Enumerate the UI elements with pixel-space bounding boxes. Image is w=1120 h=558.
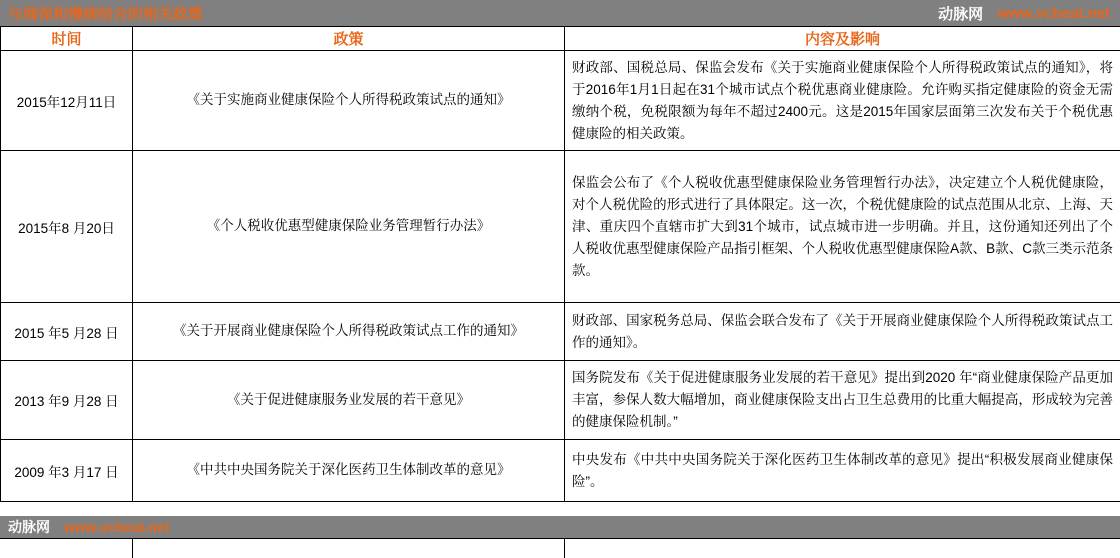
policy-table (0, 26, 1120, 502)
cell-time: 2015 年5 月28 日 (1, 303, 133, 361)
brand-name: 动脉网 (938, 5, 984, 23)
column-header-policy: 政策 (133, 27, 565, 51)
bottom-strip-segment-policy (132, 539, 565, 558)
header-brand (938, 0, 1110, 26)
cell-policy: 《关于开展商业健康保险个人所得税政策试点工作的通知》 (133, 303, 565, 361)
footer-brand-url: www.vcbeat.net (64, 519, 170, 535)
table-row (1, 440, 1120, 502)
table-bottom-strip (0, 538, 1120, 558)
cell-policy: 《关于实施商业健康保险个人所得税政策试点的通知》 (133, 51, 565, 151)
table-row (1, 361, 1120, 440)
cell-time: 2015年12月11日 (1, 51, 133, 151)
table-header-row (1, 27, 1120, 51)
bottom-strip-segment-time (0, 539, 133, 558)
cell-time: 2009 年3 月17 日 (1, 440, 133, 502)
cell-policy: 《个人税收优惠型健康保险业务管理暂行办法》 (133, 151, 565, 303)
cell-desc: 保监会公布了《个人税收优惠型健康保险业务管理暂行办法》，决定建立个人税优健康险，对个人税优险的形式进行了具体限定。这一次，个税优健康险的试点范围从北京、上海、天津、重庆四个直辖市扩大到31个城市，试点城市进一步明确。并且，这份通知还列出了个人税收优惠型健康保险产品指引框架、个人税收优惠型健康保险A款、B款、C款三类示范条款。 (565, 151, 1120, 303)
cell-desc: 财政部、国家税务总局、保监会联合发布了《关于开展商业健康保险个人所得税政策试点工作的通知》。 (565, 303, 1120, 361)
column-header-desc: 内容及影响 (565, 27, 1120, 51)
cell-desc: 财政部、国税总局、保监会发布《关于实施商业健康保险个人所得税政策试点的通知》，将于2016年1月1日起在31个城市试点个税优惠商业健康险。允许购买指定健康险的资金无需缴纳个税，免税限额为每年不超过2400元。这是2015年国家层面第三次发布关于个税优惠健康险的相关政策。 (565, 51, 1120, 151)
cell-time: 2015年8 月20日 (1, 151, 133, 303)
cell-desc: 国务院发布《关于促进健康服务业发展的若干意见》提出到2020 年“商业健康保险产品更加丰富，参保人数大幅增加，商业健康保险支出占卫生总费用的比重大幅提高，形成较为完善的健康保险机制。” (565, 361, 1120, 440)
table-row (1, 303, 1120, 361)
brand-url: www.vcbeat.net (997, 4, 1110, 22)
footer-bar (0, 516, 1120, 538)
table-row (1, 51, 1120, 151)
header-bar (0, 0, 1120, 26)
column-header-time: 时间 (1, 27, 133, 51)
footer-brand-name: 动脉网 (8, 519, 50, 535)
cell-policy: 《中共中央国务院关于深化医药卫生体制改革的意见》 (133, 440, 565, 502)
cell-policy: 《关于促进健康服务业发展的若干意见》 (133, 361, 565, 440)
table-row (1, 151, 1120, 303)
cell-time: 2013 年9 月28 日 (1, 361, 133, 440)
cell-desc: 中央发布《中共中央国务院关于深化医药卫生体制改革的意见》提出“积极发展商业健康保险”。 (565, 440, 1120, 502)
page-title: 与商保和慢病结合的相关政策 (8, 5, 204, 23)
